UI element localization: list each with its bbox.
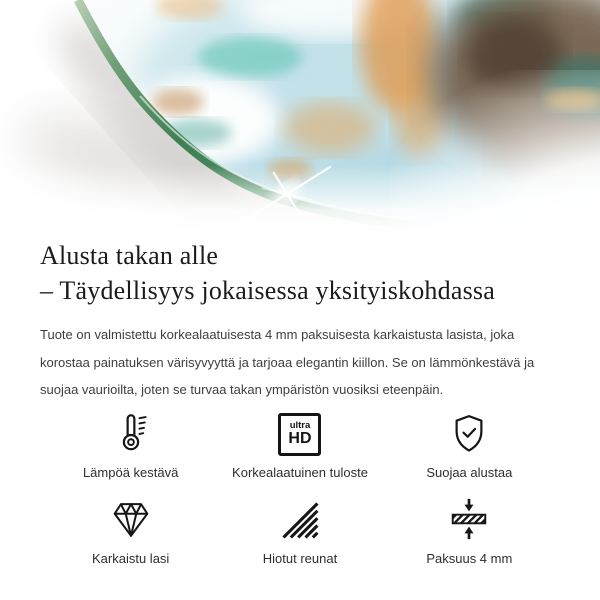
feature-thickness	[385, 496, 554, 566]
feature-heat-resistant	[46, 410, 215, 480]
feature-polished-edges	[215, 496, 384, 566]
feature-label: Paksuus 4 mm	[426, 550, 513, 566]
feature-label: Lämpöä kestävä	[82, 464, 179, 480]
feature-label: Karkaistu lasi	[92, 550, 170, 566]
product-photo	[0, 0, 600, 235]
ultra-hd-icon	[278, 410, 321, 456]
feature-protects-base	[385, 410, 554, 480]
page-title-line2: – Täydellisyys jokaisessa yksityiskohdassa	[40, 276, 495, 305]
feature-label: Hiotut reunat	[262, 550, 338, 566]
thermometer-icon	[108, 410, 154, 456]
page-title	[40, 238, 560, 308]
shield-check-icon	[447, 410, 491, 456]
diamond-icon	[108, 496, 154, 542]
feature-high-quality-print	[215, 410, 384, 480]
thickness-icon	[446, 496, 492, 542]
ultra-hd-text-top: ultra	[289, 420, 311, 431]
feature-tempered-glass	[46, 496, 215, 566]
polished-edges-icon	[278, 496, 322, 542]
product-info-section	[0, 238, 600, 566]
ultra-hd-text-bottom: HD	[288, 430, 312, 447]
feature-label: Korkealaatuinen tuloste	[232, 464, 368, 480]
page-title-line1: Alusta takan alle	[40, 241, 219, 270]
feature-grid	[40, 410, 560, 566]
glass-plate-image	[0, 0, 600, 235]
feature-label: Suojaa alustaa	[426, 464, 513, 480]
product-description: Tuote on valmistettu korkealaatuisesta 4 mm paksuisesta karkaistusta lasista, joka korostaa painatuksen värisyvyyttä ja tarjoaa elegantin kiillon. Se on lämmönkestävä ja suojaa vaurioilta, joten se turvaa takan ympäristön vuosiksi eteenpäin.	[40, 327, 535, 397]
